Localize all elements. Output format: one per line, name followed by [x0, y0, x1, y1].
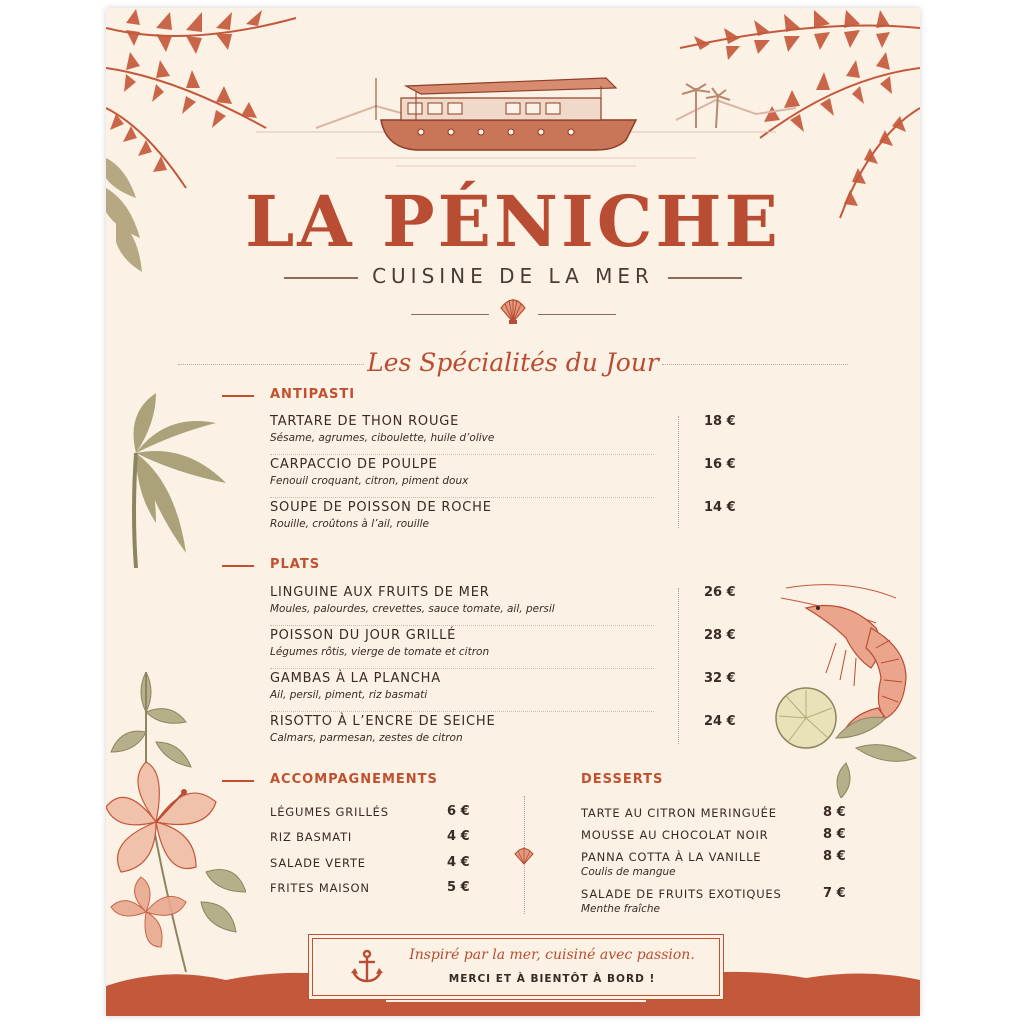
seashell-icon	[512, 845, 536, 867]
menu-item-price: 18 €	[704, 414, 736, 429]
section-title-antipasti: ANTIPASTI	[270, 387, 356, 402]
footer-banner	[308, 934, 724, 1000]
menu-item-price: 24 €	[704, 714, 736, 729]
dessert-item-name: MOUSSE AU CHOCOLAT NOIR	[581, 828, 769, 842]
side-item-name: SALADE VERTE	[270, 856, 366, 870]
dessert-item-name: SALADE DE FRUITS EXOTIQUES	[581, 887, 782, 901]
shrimp-illustration	[766, 568, 920, 798]
palm-tree-illustration	[106, 393, 236, 568]
section-title-accompagnements: ACCOMPAGNEMENTS	[270, 772, 438, 787]
menu-item-description: Ail, persil, piment, riz basmati	[270, 689, 428, 701]
side-item-name: RIZ BASMATI	[270, 830, 353, 844]
restaurant-tagline: CUISINE DE LA MER	[372, 264, 654, 288]
dessert-item-description: Menthe fraîche	[581, 903, 660, 915]
menu-item-name: LINGUINE AUX FRUITS DE MER	[270, 585, 490, 600]
menu-item-price: 14 €	[704, 500, 736, 515]
menu-item-name: POISSON DU JOUR GRILLÉ	[270, 628, 457, 643]
section-title-desserts: DESSERTS	[581, 772, 664, 787]
dessert-item-price: 8 €	[823, 827, 846, 842]
side-item-price: 4 €	[447, 829, 470, 844]
dessert-item-price: 7 €	[823, 886, 846, 901]
menu-item-name: GAMBAS À LA PLANCHA	[270, 671, 441, 686]
menu-item-price: 32 €	[704, 671, 736, 686]
footer-quote: Inspiré par la mer, cuisiné avec passion.	[409, 947, 695, 963]
menu-item-description: Calmars, parmesan, zestes de citron	[270, 732, 463, 744]
menu-item-price: 26 €	[704, 585, 736, 600]
menu-item-price: 16 €	[704, 457, 736, 472]
specials-heading: Les Spécialités du Jour	[367, 348, 659, 377]
menu-item-name: RISOTTO À L’ENCRE DE SEICHE	[270, 714, 496, 729]
side-item-price: 6 €	[447, 804, 470, 819]
menu-item-description: Moules, palourdes, crevettes, sauce tomate, ail, persil	[270, 603, 555, 615]
side-item-price: 4 €	[447, 855, 470, 870]
restaurant-name: LA PÉNICHE	[245, 180, 781, 263]
hibiscus-illustration	[106, 672, 246, 972]
section-title-plats: PLATS	[270, 557, 321, 572]
menu-item-description: Rouille, croûtons à l’ail, rouille	[270, 518, 430, 530]
menu-item-price: 28 €	[704, 628, 736, 643]
menu-item-name: CARPACCIO DE POULPE	[270, 457, 438, 472]
side-item-price: 5 €	[447, 880, 470, 895]
dessert-item-name: PANNA COTTA À LA VANILLE	[581, 850, 762, 864]
anchor-icon	[349, 949, 385, 985]
side-item-name: FRITES MAISON	[270, 881, 370, 895]
menu-item-description: Fenouil croquant, citron, piment doux	[270, 475, 469, 487]
seashell-icon	[497, 296, 529, 326]
dessert-item-price: 8 €	[823, 849, 846, 864]
side-item-name: LÉGUMES GRILLÉS	[270, 805, 389, 819]
dessert-item-price: 8 €	[823, 805, 846, 820]
footer-thanks: MERCI ET À BIENTÔT À BORD !	[448, 973, 656, 985]
menu-card	[106, 8, 920, 1016]
dessert-item-name: TARTE AU CITRON MERINGUÉE	[581, 806, 777, 820]
boat-illustration	[216, 48, 816, 173]
menu-item-description: Sésame, agrumes, ciboulette, huile d’olive	[270, 432, 495, 444]
menu-item-description: Légumes rôtis, vierge de tomate et citron	[270, 646, 490, 658]
menu-item-name: SOUPE DE POISSON DE ROCHE	[270, 500, 492, 515]
menu-item-name: TARTARE DE THON ROUGE	[270, 414, 460, 429]
dessert-item-description: Coulis de mangue	[581, 866, 676, 878]
